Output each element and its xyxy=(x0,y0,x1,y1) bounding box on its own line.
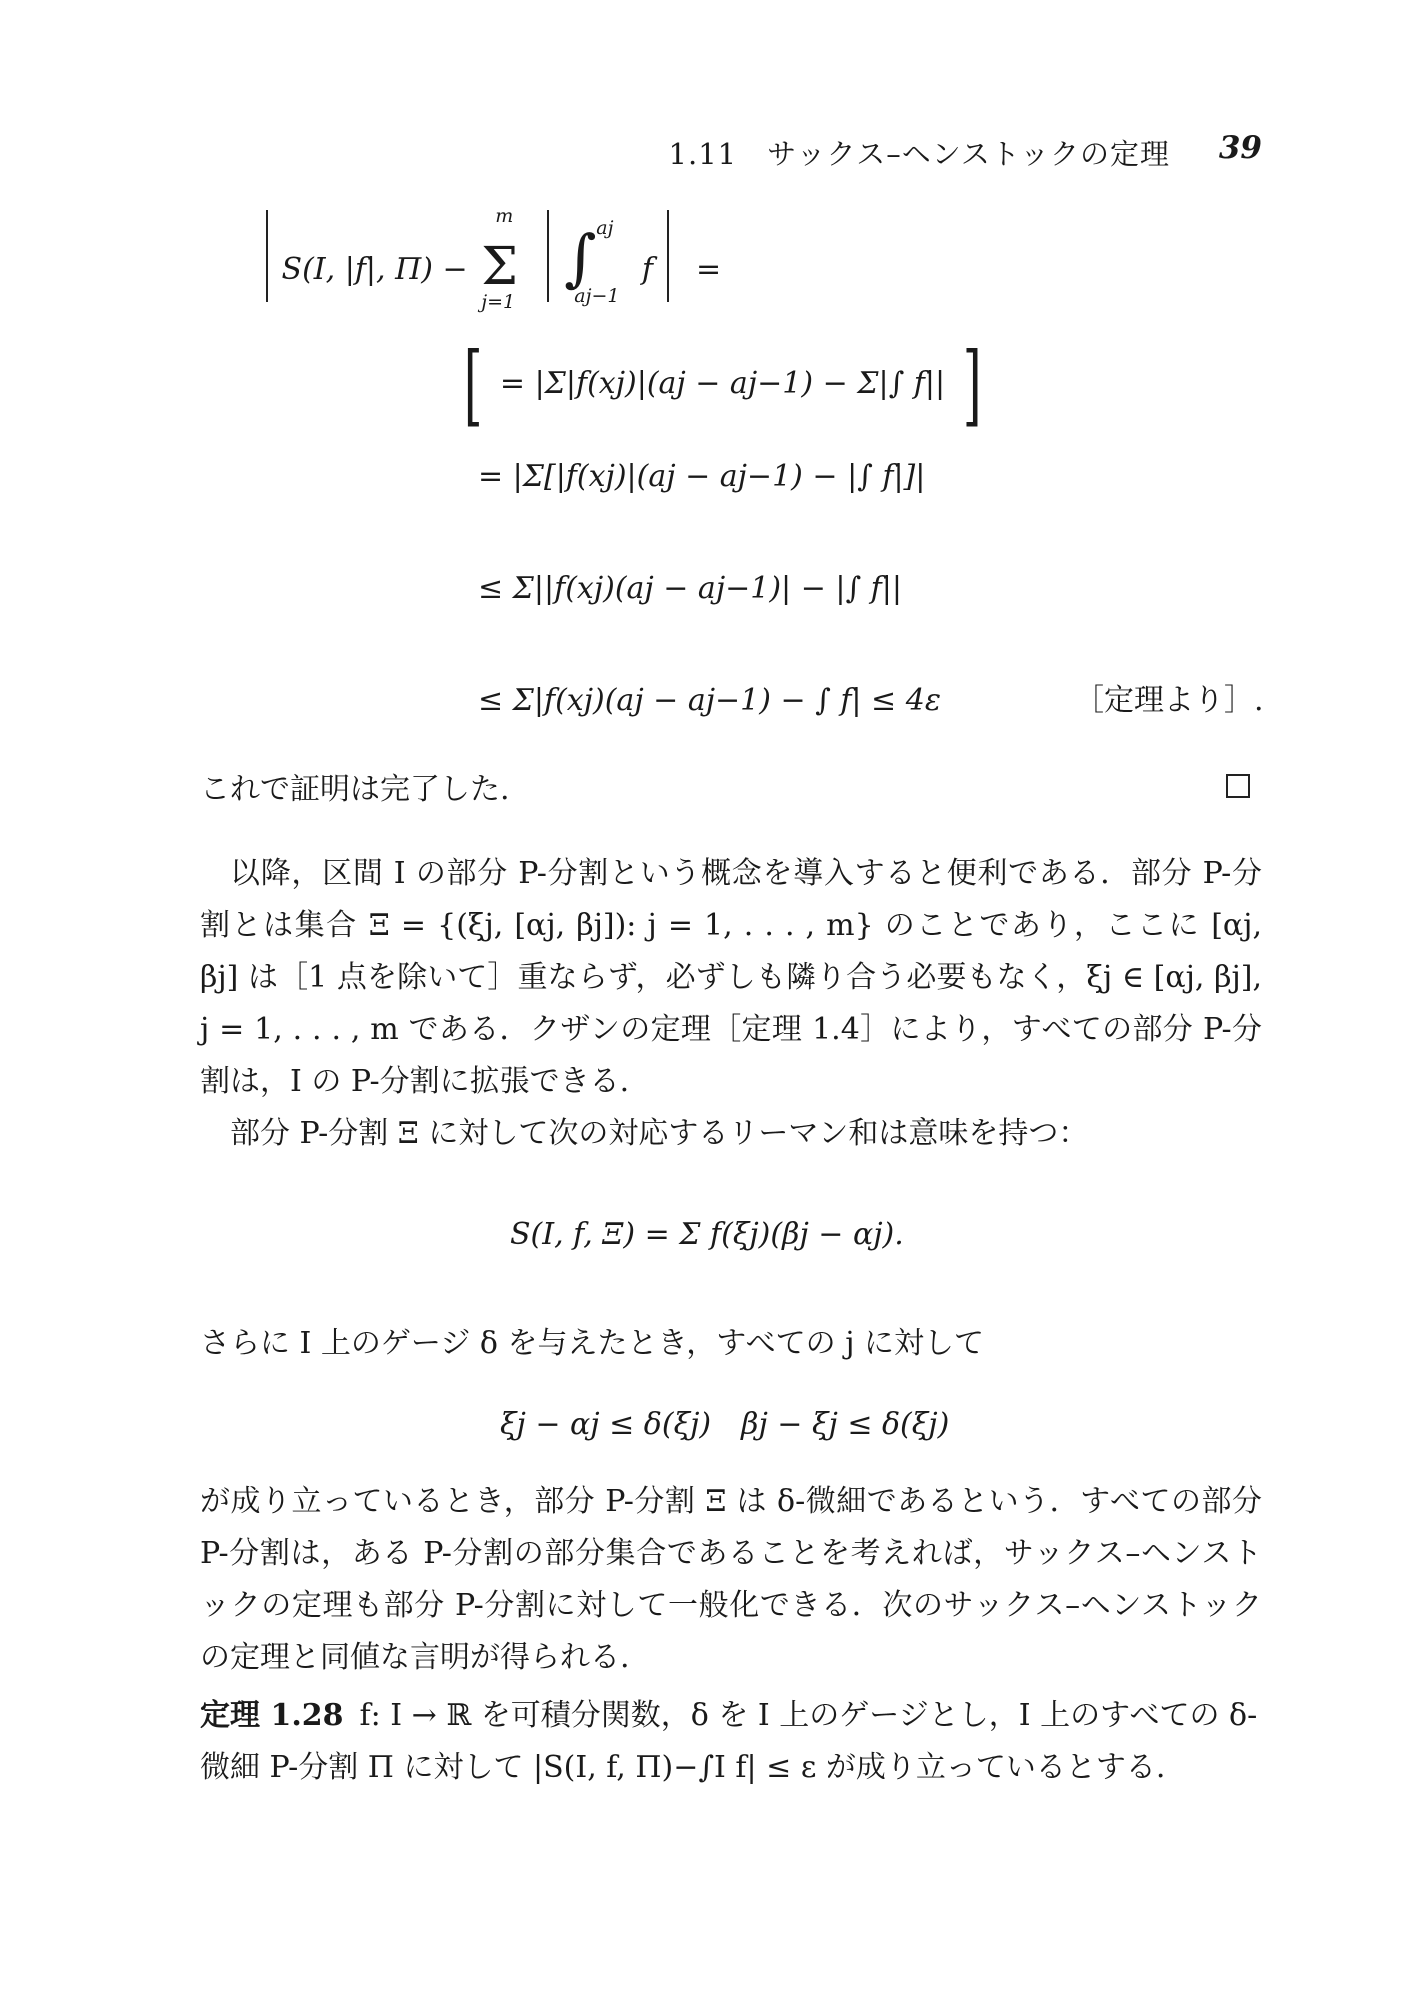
paragraph-1: 以降，区間 I の部分 P-分割という概念を導入すると便利である．部分 P-分割とは集合 Ξ = {(ξj, [αj, βj]): j = 1, . . . , m} のことであり，ここに [αj, βj] は［1 点を除いて］重ならず，必ずしも隣り合う必要もなく，ξj ∈ [αj, βj], j = 1, . . . , m である．クザンの定理［定理 1.4］により，すべての部分 P-分割は，I の P-分割に拡張できる. xyxy=(200,856,1262,1099)
equation-line-1: S(I, |f|, Π) − m Σ j=1 aj ∫ aj−1 f = xyxy=(262,240,721,302)
sum-bottom: j=1 xyxy=(481,291,516,313)
fine-condition: ξj − αj ≤ δ(ξj) βj − ξj ≤ δ(ξj) xyxy=(500,1407,950,1442)
equation-line-3 xyxy=(478,459,926,494)
page-number: 39 xyxy=(1218,130,1262,166)
integral-symbol: aj ∫ aj−1 xyxy=(564,217,620,307)
equation-line-5 xyxy=(478,683,941,718)
paragraph-3: さらに I 上のゲージ δ を与えたとき，すべての j に対して xyxy=(200,1326,985,1361)
abs-bar xyxy=(547,210,549,302)
theorem-1-28 xyxy=(200,1690,1262,1794)
eq4-text: ≤ Σ||f(xj)(aj − aj−1)| − |∫ f|| xyxy=(478,571,902,606)
paragraph-2: 部分 P-分割 Ξ に対して次の対応するリーマン和は意味を持つ： xyxy=(230,1116,1089,1151)
sum-top: m xyxy=(495,205,514,227)
int-lower: aj−1 xyxy=(574,285,620,307)
proof-end-text: これで証明は完了した. xyxy=(200,772,510,807)
eq5-text: ≤ Σ|f(xj)(aj − aj−1) − ∫ f| ≤ 4ε xyxy=(478,683,941,718)
equation-line-2: [ = |Σ|f(xj)|(aj − aj−1) − Σ|∫ f|| ] xyxy=(463,333,982,436)
int-upper: aj xyxy=(596,217,614,239)
riemann-sum: S(I, f, Ξ) = Σ f(ξj)(βj − αj). xyxy=(510,1217,904,1252)
running-header xyxy=(200,132,1262,172)
eq1-lhs: S(I, |f|, Π) − xyxy=(281,252,468,287)
paragraph-4: が成り立っているとき，部分 P-分割 Ξ は δ-微細であるという．すべての部分 P-分割は，ある P-分割の部分集合であることを考えれば，サックス–ヘンストックの定理も部分 P-分割に対して一般化できる．次のサックス–ヘンストックの定理と同値な言明が得られる. xyxy=(200,1484,1262,1675)
theorem-body: f: I → ℝ を可積分関数，δ を I 上のゲージとし，I 上のすべての δ-微細 P-分割 Π に対して |S(I, f, Π)−∫I f| ≤ ε が成り立っているとする. xyxy=(200,1698,1258,1785)
eq1-rhs: = xyxy=(696,252,722,287)
eq5-note: ［定理より］. xyxy=(1074,683,1264,718)
sum-symbol: m Σ j=1 xyxy=(481,205,518,313)
section-title: 1.11 サックス–ヘンストックの定理 xyxy=(668,137,1170,171)
eq3-text: = |Σ[|f(xj)|(aj − aj−1) − |∫ f|]| xyxy=(478,459,926,494)
theorem-label: 定理 1.28 xyxy=(200,1698,344,1733)
qed-box xyxy=(1226,774,1250,798)
abs-bar xyxy=(266,210,268,302)
eq2-text: = |Σ|f(xj)|(aj − aj−1) − Σ|∫ f|| xyxy=(499,366,946,401)
riemann-sum-equation xyxy=(510,1217,904,1252)
equation-line-4 xyxy=(478,571,902,606)
abs-bar xyxy=(667,210,669,302)
fine-condition-equation xyxy=(500,1407,950,1442)
equation-line-5-note xyxy=(1074,683,1264,718)
